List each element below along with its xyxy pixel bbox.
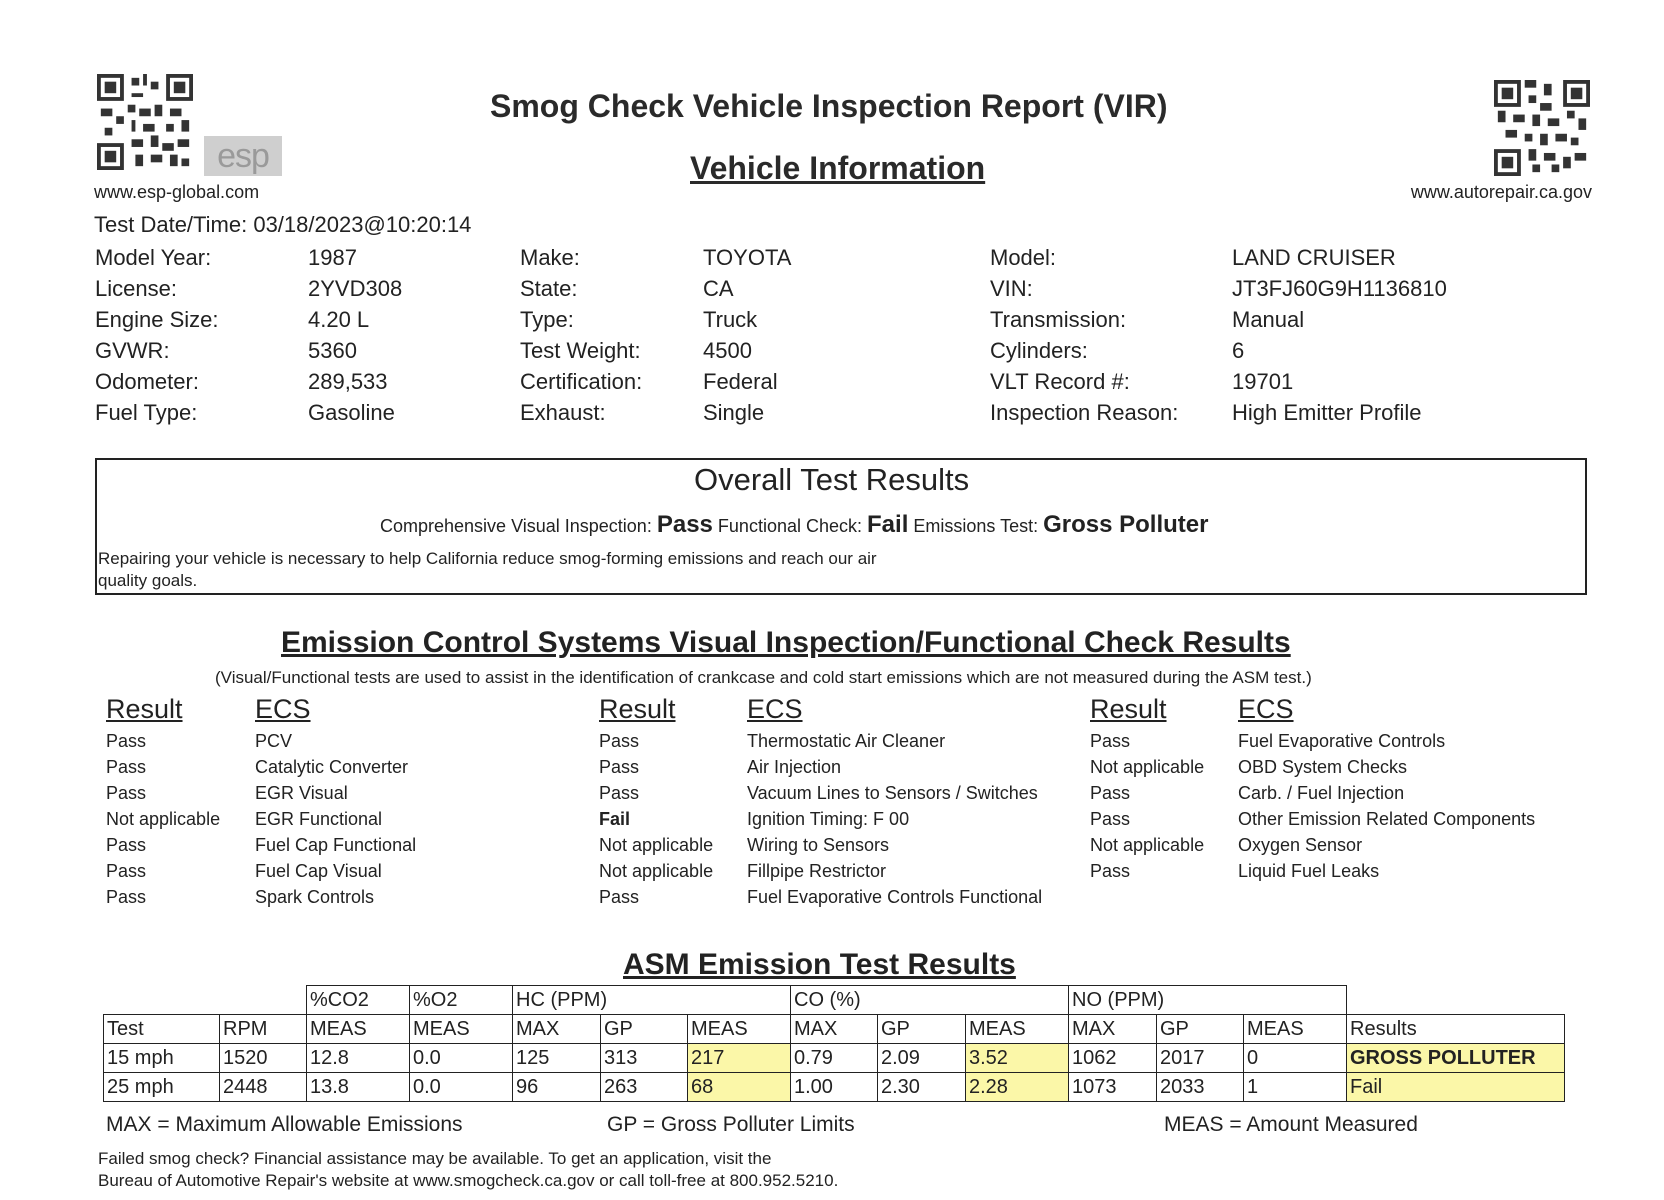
- inspection-reason-label: Inspection Reason:: [990, 400, 1179, 425]
- table-row: [104, 1073, 1565, 1102]
- ecs-result: Pass: [106, 861, 147, 881]
- legend-max: MAX = Maximum Allowable Emissions: [106, 1113, 463, 1136]
- table-cell-highlighted: 2.28: [966, 1073, 1069, 1102]
- model-label: Model:: [990, 245, 1057, 270]
- ecs-item: Carb. / Fuel Injection: [1238, 783, 1405, 803]
- ecs-item: Spark Controls: [255, 887, 375, 907]
- cylinders-value: 6: [1232, 338, 1245, 363]
- table-cell: 1073: [1069, 1073, 1157, 1102]
- ecs-item: Vacuum Lines to Sensors / Switches: [747, 783, 1038, 803]
- ecs-item: Thermostatic Air Cleaner: [747, 731, 946, 751]
- ecs-item: Fillpipe Restrictor: [747, 861, 887, 881]
- asm-group-header-row: [104, 986, 1565, 1015]
- fuel-type-value: Gasoline: [308, 400, 395, 425]
- table-cell-highlighted: 68: [688, 1073, 791, 1102]
- autorepair-website-link[interactable]: www.autorepair.ca.gov: [1410, 182, 1592, 202]
- column-header: MAX: [1069, 1015, 1157, 1044]
- transmission-value: Manual: [1232, 307, 1305, 332]
- model-value: LAND CRUISER: [1232, 245, 1396, 270]
- state-value: CA: [703, 276, 734, 301]
- vin-value: JT3FJ60G9H1136810: [1232, 276, 1447, 301]
- column-header: MEAS: [688, 1015, 791, 1044]
- table-cell: 0.79: [791, 1044, 878, 1073]
- table-cell: 1: [1244, 1073, 1347, 1102]
- footer-line2: Bureau of Automotive Repair's website at www.smogcheck.ca.gov or call toll-free at 800.952.5210.: [98, 1171, 839, 1190]
- ecs-result: Pass: [599, 731, 640, 751]
- exhaust-value: Single: [703, 400, 765, 425]
- model-year-label: Model Year:: [95, 245, 212, 270]
- ecs-item: Ignition Timing: F 00: [747, 809, 910, 829]
- state-label: State:: [520, 276, 578, 301]
- column-header: MEAS: [966, 1015, 1069, 1044]
- ecs-heading: Emission Control Systems Visual Inspection/Functional Check Results: [281, 626, 1291, 659]
- certification-label: Certification:: [520, 369, 643, 394]
- asm-results-table: [103, 985, 1565, 1102]
- table-cell: 96: [513, 1073, 601, 1102]
- vlt-record-value: 19701: [1232, 369, 1294, 394]
- ecs-item: Oxygen Sensor: [1238, 835, 1363, 855]
- report-title: Smog Check Vehicle Inspection Report (VIR): [490, 88, 1168, 124]
- asm-column-header-row: [104, 1015, 1565, 1044]
- table-cell: 15 mph: [104, 1044, 220, 1073]
- odometer-label: Odometer:: [95, 369, 199, 394]
- overall-results-summary: [380, 511, 1208, 539]
- ecs-result: Not applicable: [599, 835, 714, 855]
- o2-group-header: %O2: [410, 986, 513, 1015]
- functional-check-label: Functional Check:: [717, 516, 862, 536]
- ecs-result: Pass: [106, 835, 147, 855]
- ecs-result: Pass: [1090, 731, 1131, 751]
- esp-website-link[interactable]: www.esp-global.com: [94, 182, 260, 202]
- ecs-result: Not applicable: [599, 861, 714, 881]
- ecs-item: Other Emission Related Components: [1238, 809, 1536, 829]
- test-weight-value: 4500: [703, 338, 752, 363]
- legend-gp: GP = Gross Polluter Limits: [607, 1113, 855, 1136]
- table-cell: 25 mph: [104, 1073, 220, 1102]
- table-cell: 0.0: [410, 1073, 513, 1102]
- ecs-result: Pass: [106, 887, 147, 907]
- column-header: MAX: [513, 1015, 601, 1044]
- table-cell: 1520: [220, 1044, 307, 1073]
- ecs-note: (Visual/Functional tests are used to assist in the identification of crankcase and cold start emissions which are not measured during the ASM test.): [215, 668, 1312, 687]
- column-header: RPM: [220, 1015, 307, 1044]
- qr-code-right-icon: [1494, 80, 1590, 176]
- table-cell: 125: [513, 1044, 601, 1073]
- ecs-col2-ecs-header: ECS: [747, 694, 803, 724]
- transmission-label: Transmission:: [990, 307, 1127, 332]
- emissions-test-value: Gross Polluter: [1043, 511, 1209, 538]
- ecs-item: Fuel Cap Functional: [255, 835, 417, 855]
- ecs-result: Pass: [1090, 861, 1131, 881]
- engine-size-label: Engine Size:: [95, 307, 219, 332]
- table-cell: 1.00: [791, 1073, 878, 1102]
- ecs-col3-result-header: Result: [1090, 694, 1167, 724]
- table-cell: 2448: [220, 1073, 307, 1102]
- ecs-col1-result-header: Result: [106, 694, 183, 724]
- table-cell: 2.09: [878, 1044, 966, 1073]
- qr-code-left-icon: [97, 74, 193, 170]
- test-weight-label: Test Weight:: [520, 338, 641, 363]
- vlt-record-label: VLT Record #:: [990, 369, 1130, 394]
- table-cell: 1062: [1069, 1044, 1157, 1073]
- emissions-test-label: Emissions Test:: [913, 516, 1039, 536]
- legend-meas: MEAS = Amount Measured: [1164, 1113, 1418, 1136]
- vin-label: VIN:: [990, 276, 1033, 301]
- license-label: License:: [95, 276, 177, 301]
- table-cell-highlighted: 217: [688, 1044, 791, 1073]
- ecs-col3-ecs-header: ECS: [1238, 694, 1294, 724]
- cylinders-label: Cylinders:: [990, 338, 1088, 363]
- column-header: GP: [601, 1015, 688, 1044]
- column-header: MEAS: [410, 1015, 513, 1044]
- table-cell: 12.8: [307, 1044, 410, 1073]
- overall-message-line1: Repairing your vehicle is necessary to help California reduce smog-forming emissions and reach our air: [98, 549, 877, 568]
- ecs-item: Fuel Evaporative Controls: [1238, 731, 1446, 751]
- table-cell: 2033: [1157, 1073, 1244, 1102]
- test-datetime: Test Date/Time: 03/18/2023@10:20:14: [94, 212, 472, 237]
- gvwr-value: 5360: [308, 338, 357, 363]
- ecs-item: Air Injection: [747, 757, 842, 777]
- vehicle-information-heading: Vehicle Information: [690, 150, 986, 186]
- result-cell: Fail: [1347, 1073, 1565, 1102]
- overall-results-title: Overall Test Results: [694, 462, 970, 497]
- column-header: MEAS: [307, 1015, 410, 1044]
- fuel-type-label: Fuel Type:: [95, 400, 198, 425]
- ecs-item: OBD System Checks: [1238, 757, 1408, 777]
- column-header: Test: [104, 1015, 220, 1044]
- ecs-result: Not applicable: [1090, 757, 1205, 777]
- ecs-item: Liquid Fuel Leaks: [1238, 861, 1380, 881]
- ecs-result: Pass: [1090, 783, 1131, 803]
- footer-line1: Failed smog check? Financial assistance may be available. To get an application, visit the: [98, 1149, 772, 1168]
- column-header: MAX: [791, 1015, 878, 1044]
- ecs-col1-ecs-header: ECS: [255, 694, 311, 724]
- ecs-result: Pass: [599, 887, 640, 907]
- asm-heading: ASM Emission Test Results: [623, 948, 1016, 981]
- overall-message-line2: quality goals.: [98, 571, 198, 590]
- ecs-result-fail: Fail: [599, 809, 631, 829]
- ecs-item: Fuel Cap Visual: [255, 861, 382, 881]
- exhaust-label: Exhaust:: [520, 400, 606, 425]
- column-header: GP: [878, 1015, 966, 1044]
- ecs-result: Pass: [599, 757, 640, 777]
- hc-group-header: HC (PPM): [513, 986, 791, 1015]
- license-value: 2YVD308: [308, 276, 403, 301]
- type-value: Truck: [703, 307, 758, 332]
- co2-group-header: %CO2: [307, 986, 410, 1015]
- column-header: GP: [1157, 1015, 1244, 1044]
- table-cell-highlighted: 3.52: [966, 1044, 1069, 1073]
- model-year-value: 1987: [308, 245, 357, 270]
- table-cell: 263: [601, 1073, 688, 1102]
- functional-check-value: Fail: [867, 511, 909, 538]
- table-cell: 2.30: [878, 1073, 966, 1102]
- result-cell: GROSS POLLUTER: [1347, 1044, 1565, 1073]
- odometer-value: 289,533: [308, 369, 388, 394]
- make-label: Make:: [520, 245, 580, 270]
- esp-logo: esp: [204, 136, 282, 176]
- gvwr-label: GVWR:: [95, 338, 170, 363]
- ecs-result: Pass: [1090, 809, 1131, 829]
- column-header: MEAS: [1244, 1015, 1347, 1044]
- ecs-item: EGR Functional: [255, 809, 383, 829]
- ecs-col2-result-header: Result: [599, 694, 676, 724]
- visual-inspection-value: Pass: [656, 511, 713, 538]
- ecs-result: Pass: [106, 757, 147, 777]
- ecs-result: Pass: [599, 783, 640, 803]
- type-label: Type:: [520, 307, 574, 332]
- table-cell: 0.0: [410, 1044, 513, 1073]
- inspection-reason-value: High Emitter Profile: [1232, 400, 1422, 425]
- ecs-item: PCV: [255, 731, 293, 751]
- ecs-item: Catalytic Converter: [255, 757, 409, 777]
- make-value: TOYOTA: [703, 245, 792, 270]
- ecs-item: EGR Visual: [255, 783, 348, 803]
- ecs-result: Pass: [106, 731, 147, 751]
- no-group-header: NO (PPM): [1069, 986, 1347, 1015]
- table-cell: 313: [601, 1044, 688, 1073]
- column-header: Results: [1347, 1015, 1565, 1044]
- ecs-item: Wiring to Sensors: [747, 835, 890, 855]
- table-row: [104, 1044, 1565, 1073]
- ecs-result: Pass: [106, 783, 147, 803]
- visual-inspection-label: Comprehensive Visual Inspection:: [380, 516, 652, 536]
- table-cell: 13.8: [307, 1073, 410, 1102]
- table-cell: 2017: [1157, 1044, 1244, 1073]
- ecs-item: Fuel Evaporative Controls Functional: [747, 887, 1043, 907]
- ecs-result: Not applicable: [106, 809, 221, 829]
- ecs-result: Not applicable: [1090, 835, 1205, 855]
- certification-value: Federal: [703, 369, 778, 394]
- engine-size-value: 4.20 L: [308, 307, 370, 332]
- co-group-header: CO (%): [791, 986, 1069, 1015]
- table-cell: 0: [1244, 1044, 1347, 1073]
